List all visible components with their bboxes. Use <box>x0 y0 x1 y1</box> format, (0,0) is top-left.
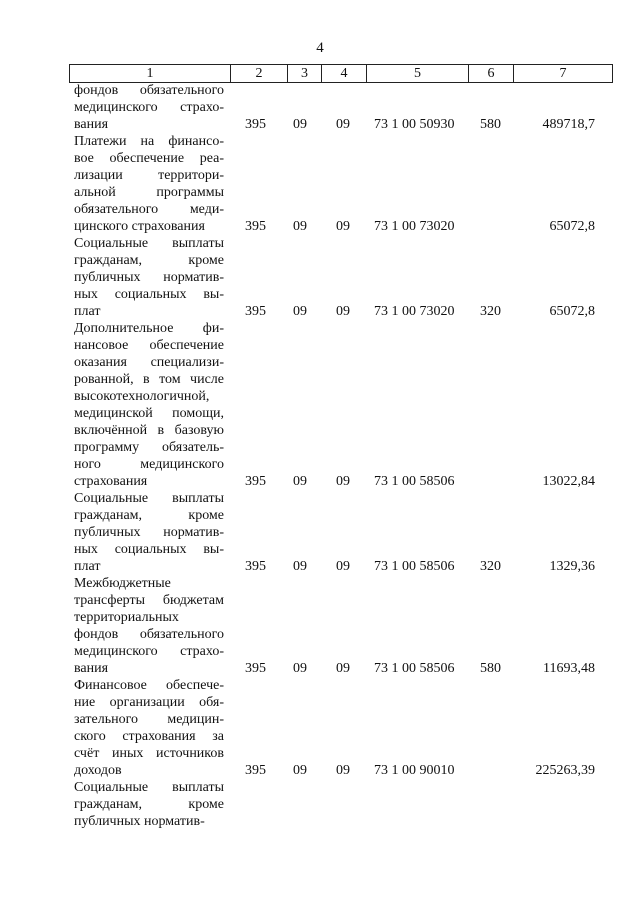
description-line: ных социальных вы- <box>74 542 224 557</box>
amount-value: 65072,8 <box>549 304 595 319</box>
subsection-code: 09 <box>336 763 350 778</box>
section-code: 09 <box>293 661 307 676</box>
target-article-code: 73 1 00 58506 <box>374 559 455 574</box>
column-header-1: 1 <box>70 65 231 83</box>
description-line: обязательного меди- <box>74 202 224 217</box>
chapter-code: 395 <box>245 559 266 574</box>
chapter-code: 395 <box>245 474 266 489</box>
description-line: публичных норматив- <box>74 814 205 829</box>
description-line: рованной, в том числе <box>74 372 224 387</box>
section-code: 09 <box>293 474 307 489</box>
row-description <box>74 235 224 320</box>
subsection-code: 09 <box>336 117 350 132</box>
description-line: ние организации обя- <box>74 695 224 710</box>
description-line: страхования <box>74 474 148 489</box>
row-description <box>74 320 224 490</box>
chapter-code: 395 <box>245 661 266 676</box>
chapter-code: 395 <box>245 219 266 234</box>
row-description <box>74 82 224 133</box>
chapter-code: 395 <box>245 304 266 319</box>
description-line: высокотехнологичной, <box>74 389 210 404</box>
amount-value: 1329,36 <box>549 559 595 574</box>
amount-value: 13022,84 <box>542 474 595 489</box>
target-article-code: 73 1 00 90010 <box>374 763 455 778</box>
subsection-code: 09 <box>336 559 350 574</box>
description-line: доходов <box>74 763 122 778</box>
section-code: 09 <box>293 559 307 574</box>
row-description <box>74 490 224 575</box>
row-description <box>74 575 224 677</box>
target-article-code: 73 1 00 73020 <box>374 219 455 234</box>
section-code: 09 <box>293 117 307 132</box>
amount-value: 225263,39 <box>535 763 595 778</box>
description-line: оказания специализи- <box>74 355 224 370</box>
amount-value: 11693,48 <box>543 661 595 676</box>
description-line: ского страхования за <box>74 729 224 744</box>
description-line: плат <box>74 559 101 574</box>
description-line: гражданам, кроме <box>74 797 224 812</box>
chapter-code: 395 <box>245 117 266 132</box>
description-line: нансовое обеспечение <box>74 338 224 353</box>
target-article-code: 73 1 00 73020 <box>374 304 455 319</box>
description-line: Межбюджетные <box>74 576 171 591</box>
description-line: трансферты бюджетам <box>74 593 224 608</box>
description-line: Платежи на финансо- <box>74 134 224 149</box>
description-line: фондов обязательного <box>74 627 224 642</box>
column-header-7: 7 <box>514 65 613 83</box>
section-code: 09 <box>293 304 307 319</box>
table-row <box>0 490 640 575</box>
budget-table-body <box>0 82 640 830</box>
subsection-code: 09 <box>336 474 350 489</box>
description-line: Социальные выплаты <box>74 780 224 795</box>
description-line: вания <box>74 661 109 676</box>
table-row <box>0 320 640 490</box>
description-line: ных социальных вы- <box>74 287 224 302</box>
table-row <box>0 677 640 779</box>
description-line: альной программы <box>74 185 224 200</box>
description-line: публичных норматив- <box>74 270 224 285</box>
subsection-code: 09 <box>336 219 350 234</box>
column-header-5: 5 <box>367 65 469 83</box>
table-row <box>0 575 640 677</box>
table-row <box>0 82 640 133</box>
description-line: зательного медицин- <box>74 712 224 727</box>
table-row <box>0 235 640 320</box>
column-header-6: 6 <box>469 65 514 83</box>
description-line: медицинской помощи, <box>74 406 224 421</box>
row-description <box>74 779 224 830</box>
table-row <box>0 133 640 235</box>
amount-value: 489718,7 <box>542 117 595 132</box>
chapter-code: 395 <box>245 763 266 778</box>
amount-value: 65072,8 <box>549 219 595 234</box>
description-line: вое обеспечение реа- <box>74 151 224 166</box>
expense-type-code: 580 <box>480 661 501 676</box>
description-line: плат <box>74 304 101 319</box>
description-line: вания <box>74 117 109 132</box>
subsection-code: 09 <box>336 661 350 676</box>
page-number: 4 <box>316 40 324 56</box>
column-header-3: 3 <box>288 65 322 83</box>
description-line: гражданам, кроме <box>74 508 224 523</box>
description-line: Социальные выплаты <box>74 491 224 506</box>
section-code: 09 <box>293 219 307 234</box>
description-line: территориальных <box>74 610 179 625</box>
column-header-row <box>70 65 613 83</box>
description-line: цинского страхования <box>74 219 205 234</box>
target-article-code: 73 1 00 58506 <box>374 661 455 676</box>
description-line: медицинского страхо- <box>74 100 224 115</box>
description-line: включённой в базовую <box>74 423 224 438</box>
column-header-2: 2 <box>231 65 288 83</box>
target-article-code: 73 1 00 50930 <box>374 117 455 132</box>
description-line: лизации территори- <box>74 168 224 183</box>
description-line: публичных норматив- <box>74 525 224 540</box>
table-row <box>0 779 640 830</box>
expense-type-code: 580 <box>480 117 501 132</box>
subsection-code: 09 <box>336 304 350 319</box>
row-description <box>74 133 224 235</box>
description-line: программу обязатель- <box>74 440 224 455</box>
expense-type-code: 320 <box>480 559 501 574</box>
description-line: Дополнительное фи- <box>74 321 224 336</box>
description-line: Финансовое обеспече- <box>74 678 224 693</box>
column-header-4: 4 <box>322 65 367 83</box>
section-code: 09 <box>293 763 307 778</box>
expense-type-code: 320 <box>480 304 501 319</box>
target-article-code: 73 1 00 58506 <box>374 474 455 489</box>
column-header-table <box>69 64 613 83</box>
description-line: медицинского страхо- <box>74 644 224 659</box>
description-line: счёт иных источников <box>74 746 224 761</box>
description-line: гражданам, кроме <box>74 253 224 268</box>
description-line: ного медицинского <box>74 457 224 472</box>
description-line: фондов обязательного <box>74 83 224 98</box>
row-description <box>74 677 224 779</box>
description-line: Социальные выплаты <box>74 236 224 251</box>
